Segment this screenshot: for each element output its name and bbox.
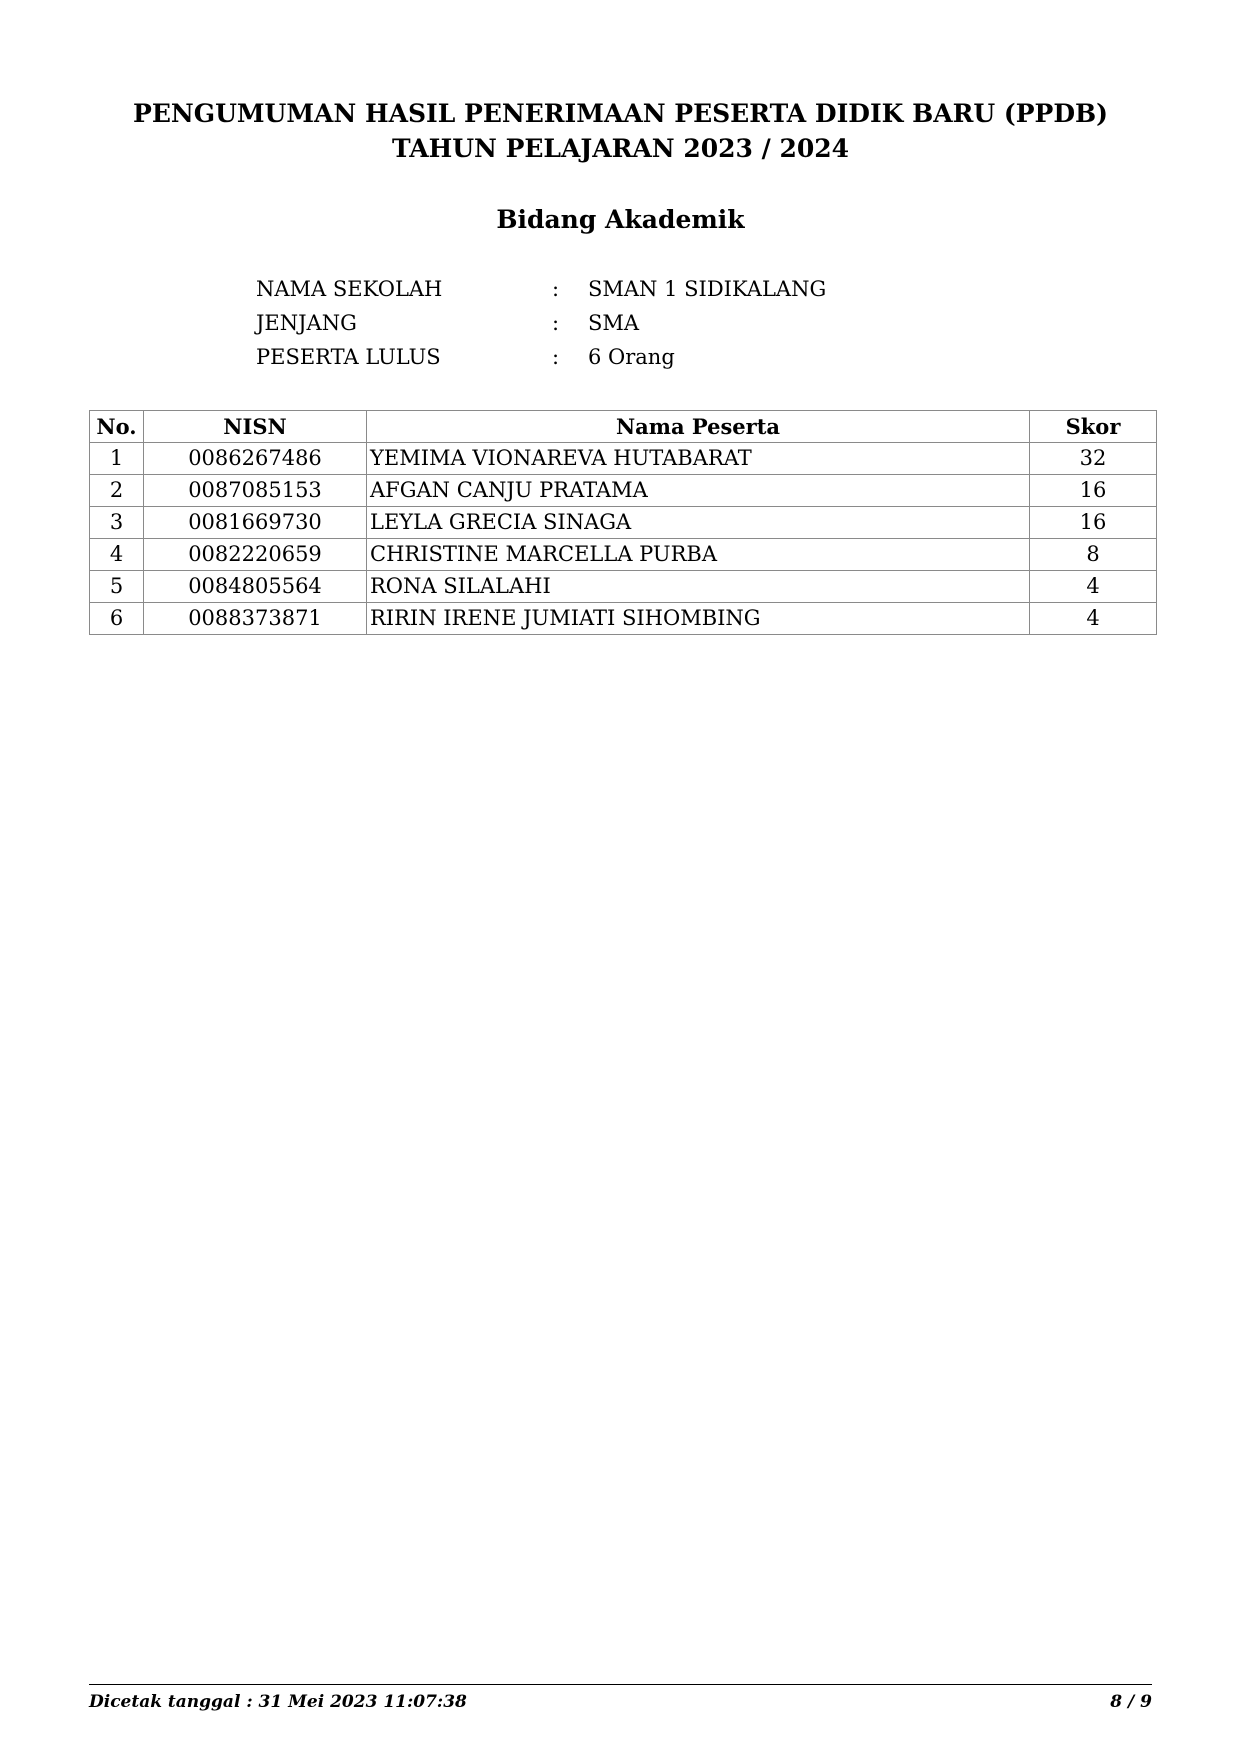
cell-name: AFGAN CANJU PRATAMA — [367, 475, 1030, 507]
cell-no: 6 — [90, 603, 144, 635]
table-row — [90, 571, 1157, 603]
print-timestamp: Dicetak tanggal : 31 Mei 2023 11:07:38 — [89, 1692, 467, 1712]
cell-skor: 32 — [1030, 443, 1157, 475]
info-label: PESERTA LULUS — [256, 345, 441, 369]
table-row — [90, 603, 1157, 635]
cell-skor: 16 — [1030, 475, 1157, 507]
table-row — [90, 475, 1157, 507]
table-row — [90, 507, 1157, 539]
cell-skor: 16 — [1030, 507, 1157, 539]
cell-name: RONA SILALAHI — [367, 571, 1030, 603]
page-number: 8 / 9 — [1110, 1692, 1152, 1712]
cell-no: 1 — [90, 443, 144, 475]
cell-skor: 4 — [1030, 571, 1157, 603]
cell-nisn: 0087085153 — [144, 475, 367, 507]
page-title: PENGUMUMAN HASIL PENERIMAAN PESERTA DIDIK BARU (PPDB) — [133, 99, 1108, 128]
info-value: 6 Orang — [588, 345, 675, 369]
cell-nisn: 0084805564 — [144, 571, 367, 603]
table-row — [90, 443, 1157, 475]
cell-name: YEMIMA VIONAREVA HUTABARAT — [367, 443, 1030, 475]
header-no: No. — [90, 411, 144, 443]
info-colon: : — [552, 345, 560, 369]
cell-nisn: 0082220659 — [144, 539, 367, 571]
page-title-year: TAHUN PELAJARAN 2023 / 2024 — [391, 134, 850, 163]
info-colon: : — [552, 277, 560, 301]
cell-name: LEYLA GRECIA SINAGA — [367, 507, 1030, 539]
cell-name: CHRISTINE MARCELLA PURBA — [367, 539, 1030, 571]
footer-divider — [89, 1684, 1152, 1685]
cell-name: RIRIN IRENE JUMIATI SIHOMBING — [367, 603, 1030, 635]
cell-no: 2 — [90, 475, 144, 507]
cell-nisn: 0086267486 — [144, 443, 367, 475]
table-row — [90, 539, 1157, 571]
header-name: Nama Peserta — [367, 411, 1030, 443]
cell-no: 3 — [90, 507, 144, 539]
cell-nisn: 0081669730 — [144, 507, 367, 539]
cell-nisn: 0088373871 — [144, 603, 367, 635]
section-subtitle: Bidang Akademik — [496, 205, 745, 234]
info-value: SMA — [588, 311, 640, 335]
cell-no: 5 — [90, 571, 144, 603]
info-colon: : — [552, 311, 560, 335]
info-value: SMAN 1 SIDIKALANG — [588, 277, 827, 301]
cell-skor: 8 — [1030, 539, 1157, 571]
info-label: JENJANG — [256, 311, 357, 335]
cell-no: 4 — [90, 539, 144, 571]
info-label: NAMA SEKOLAH — [256, 277, 443, 301]
table-header-row — [90, 411, 1157, 443]
results-table — [89, 410, 1157, 635]
cell-skor: 4 — [1030, 603, 1157, 635]
header-skor: Skor — [1030, 411, 1157, 443]
header-nisn: NISN — [144, 411, 367, 443]
